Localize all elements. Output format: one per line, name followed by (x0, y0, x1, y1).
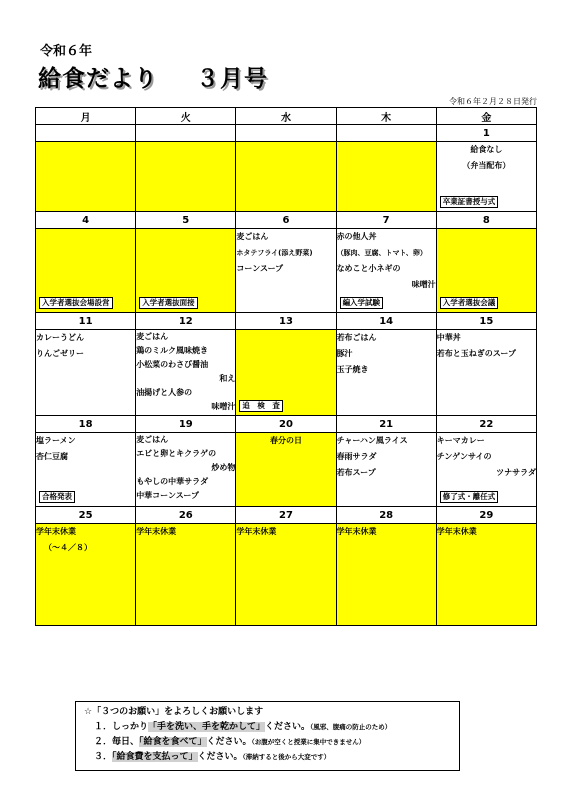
date-number: 6 (236, 212, 336, 229)
notice-item-number: ２．毎日、 (94, 737, 140, 747)
menu-line: キーマカレー (436, 436, 485, 445)
notice-item (84, 735, 451, 750)
day-cell (36, 229, 136, 313)
menu-line: 若布スープ (336, 468, 376, 477)
menu-line: （～４／８） (44, 543, 92, 552)
date-row (36, 313, 537, 330)
date-row (36, 416, 537, 433)
menu-line: 杏仁豆腐 (36, 452, 68, 461)
day-cell (336, 433, 436, 507)
notice-item-text: ください。 (206, 737, 252, 747)
date-number (336, 125, 436, 142)
menu-line: もやしの中華サラダ (136, 477, 209, 486)
menu-line: 味噌汁 (411, 280, 436, 289)
era-label: 令和６年 (40, 44, 93, 59)
menu-row (36, 142, 537, 212)
menu-line: 学年末休業 (36, 527, 76, 536)
date-number: 29 (436, 507, 536, 524)
menu-line: 若布ごはん (336, 333, 377, 342)
date-number: 5 (136, 212, 236, 229)
weekday-fri: 金 (436, 108, 536, 125)
menu-row (36, 433, 537, 507)
notice-item-number: ３． (94, 752, 113, 762)
menu-line: 麦ごはん (136, 332, 169, 341)
event-tag: 入学者選抜会場設営 (39, 297, 113, 309)
day-cell (236, 330, 336, 416)
notice-heading-rest: をよろしくお願いします (164, 707, 264, 717)
date-number: 13 (236, 313, 336, 330)
notice-box (75, 701, 460, 771)
notice-heading-highlight: ☆「３つのお願い」 (84, 707, 165, 717)
menu-line: 若布と玉ねぎのスープ (436, 349, 516, 358)
date-row (36, 125, 537, 142)
day-cell (436, 330, 536, 416)
menu-row (36, 524, 537, 626)
menu-line: 鶏のミルク風味焼き (136, 346, 209, 355)
menu-line: チャーハン風ライス (336, 436, 408, 445)
menu-line: 豚汁 (336, 349, 353, 358)
menu-line: 和え (219, 374, 236, 383)
date-number: 14 (336, 313, 436, 330)
menu-line: 麦ごはん (236, 232, 269, 241)
notice-item-note: （風邪、腹痛の防止のため） (310, 723, 392, 731)
notice-item-note: （お腹が空くと授業に集中できません） (251, 738, 366, 746)
date-number: 4 (36, 212, 136, 229)
date-number: 26 (136, 507, 236, 524)
date-number (136, 125, 236, 142)
date-number: 20 (236, 416, 336, 433)
menu-line: ホタテフライ(添え野菜) (236, 249, 313, 257)
date-number: 28 (336, 507, 436, 524)
date-number: 1 (436, 125, 536, 142)
day-cell (136, 524, 236, 626)
day-cell (136, 229, 236, 313)
event-tag: 合格発表 (39, 491, 75, 503)
notice-item-highlight: 「給食費を支払って」 (112, 752, 198, 762)
day-cell (436, 524, 536, 626)
menu-line: 中華丼 (436, 333, 461, 342)
notice-heading (84, 705, 451, 720)
day-cell (136, 330, 236, 416)
day-cell (36, 524, 136, 626)
date-number (236, 125, 336, 142)
menu-line: 赤の他人丼 (336, 232, 377, 241)
day-cell (36, 433, 136, 507)
menu-line: カレーうどん (36, 333, 84, 342)
day-cell (236, 142, 336, 212)
day-cell (436, 142, 536, 212)
notice-item (84, 750, 451, 765)
menu-line: 学年末休業 (236, 527, 277, 536)
notice-item-highlight: 「給食を食べて」 (139, 737, 207, 747)
menu-line: （弁当配布） (462, 161, 511, 170)
issue-text: ３月号 (196, 66, 268, 92)
day-cell (236, 433, 336, 507)
date-row (36, 212, 537, 229)
notice-item (84, 720, 451, 735)
menu-line: なめこと小ネギの (336, 264, 401, 273)
day-cell (136, 142, 236, 212)
weekday-thu: 木 (336, 108, 436, 125)
date-number: 19 (136, 416, 236, 433)
menu-line: 学年末休業 (336, 527, 377, 536)
notice-item-text: ください。 (197, 752, 243, 762)
date-number: 27 (236, 507, 336, 524)
notice-item-highlight: 「手を洗い、手を乾かして」 (148, 722, 266, 732)
date-number: 22 (436, 416, 536, 433)
date-number (36, 125, 136, 142)
menu-line: 麦ごはん (136, 435, 169, 444)
notice-item-text: ください。 (265, 722, 311, 732)
menu-line: 給食なし (470, 145, 503, 154)
notice-item-number: １．しっかり (94, 722, 149, 732)
menu-line: ツナサラダ (496, 468, 536, 477)
date-number: 11 (36, 313, 136, 330)
day-cell (136, 433, 236, 507)
day-cell (336, 229, 436, 313)
date-number: 25 (36, 507, 136, 524)
menu-line: （豚肉、豆腐、トマト、卵） (336, 249, 427, 257)
menu-line: 小松菜のわさび醤油 (136, 360, 209, 369)
date-row (36, 507, 537, 524)
day-cell (36, 330, 136, 416)
day-cell (336, 330, 436, 416)
event-tag: 卒業証書授与式 (440, 196, 499, 208)
event-tag: 入学者選抜会議 (440, 297, 499, 309)
title-text: 給食だより (38, 66, 158, 92)
menu-line: 炒め物 (211, 463, 236, 472)
date-number: 12 (136, 313, 236, 330)
day-cell (436, 433, 536, 507)
day-cell (236, 524, 336, 626)
menu-row (36, 330, 537, 416)
date-number: 7 (336, 212, 436, 229)
menu-line: 学年末休業 (436, 527, 477, 536)
menu-line: チンゲンサイの (436, 452, 492, 461)
event-tag: 入学者選抜面接 (139, 297, 198, 309)
date-number: 21 (336, 416, 436, 433)
date-number: 8 (436, 212, 536, 229)
event-tag: 編入学試験 (340, 297, 384, 309)
weekday-wed: 水 (236, 108, 336, 125)
menu-line: 学年末休業 (136, 527, 177, 536)
date-number: 15 (436, 313, 536, 330)
menu-line: 塩ラーメン (36, 436, 76, 445)
weekday-header-row (36, 108, 537, 125)
weekday-tue: 火 (136, 108, 236, 125)
day-cell (336, 142, 436, 212)
notice-item-note: （滞納すると後から大変です） (242, 753, 331, 761)
day-cell (236, 229, 336, 313)
event-tag: 追 検 査 (239, 400, 283, 412)
date-number: 18 (36, 416, 136, 433)
menu-row (36, 229, 537, 313)
event-tag: 修了式・離任式 (440, 491, 499, 503)
weekday-mon: 月 (36, 108, 136, 125)
menu-line: 春雨サラダ (336, 452, 377, 461)
menu-line: りんごゼリー (36, 349, 84, 358)
page-title (38, 60, 268, 93)
menu-line: コーンスープ (236, 264, 284, 273)
holiday-label: 春分の日 (269, 436, 302, 445)
menu-calendar (35, 107, 537, 626)
issue-date: 令和６年２月２８日発行 (449, 97, 537, 106)
menu-line: 油揚げと人参の (136, 388, 193, 397)
menu-line: 玉子焼き (336, 365, 369, 374)
day-cell (336, 524, 436, 626)
day-cell (36, 142, 136, 212)
menu-line: 味噌汁 (211, 402, 236, 411)
menu-line: 中華コーンスープ (136, 491, 199, 500)
day-cell (436, 229, 536, 313)
menu-line: エビと卵とキクラゲの (136, 449, 217, 458)
